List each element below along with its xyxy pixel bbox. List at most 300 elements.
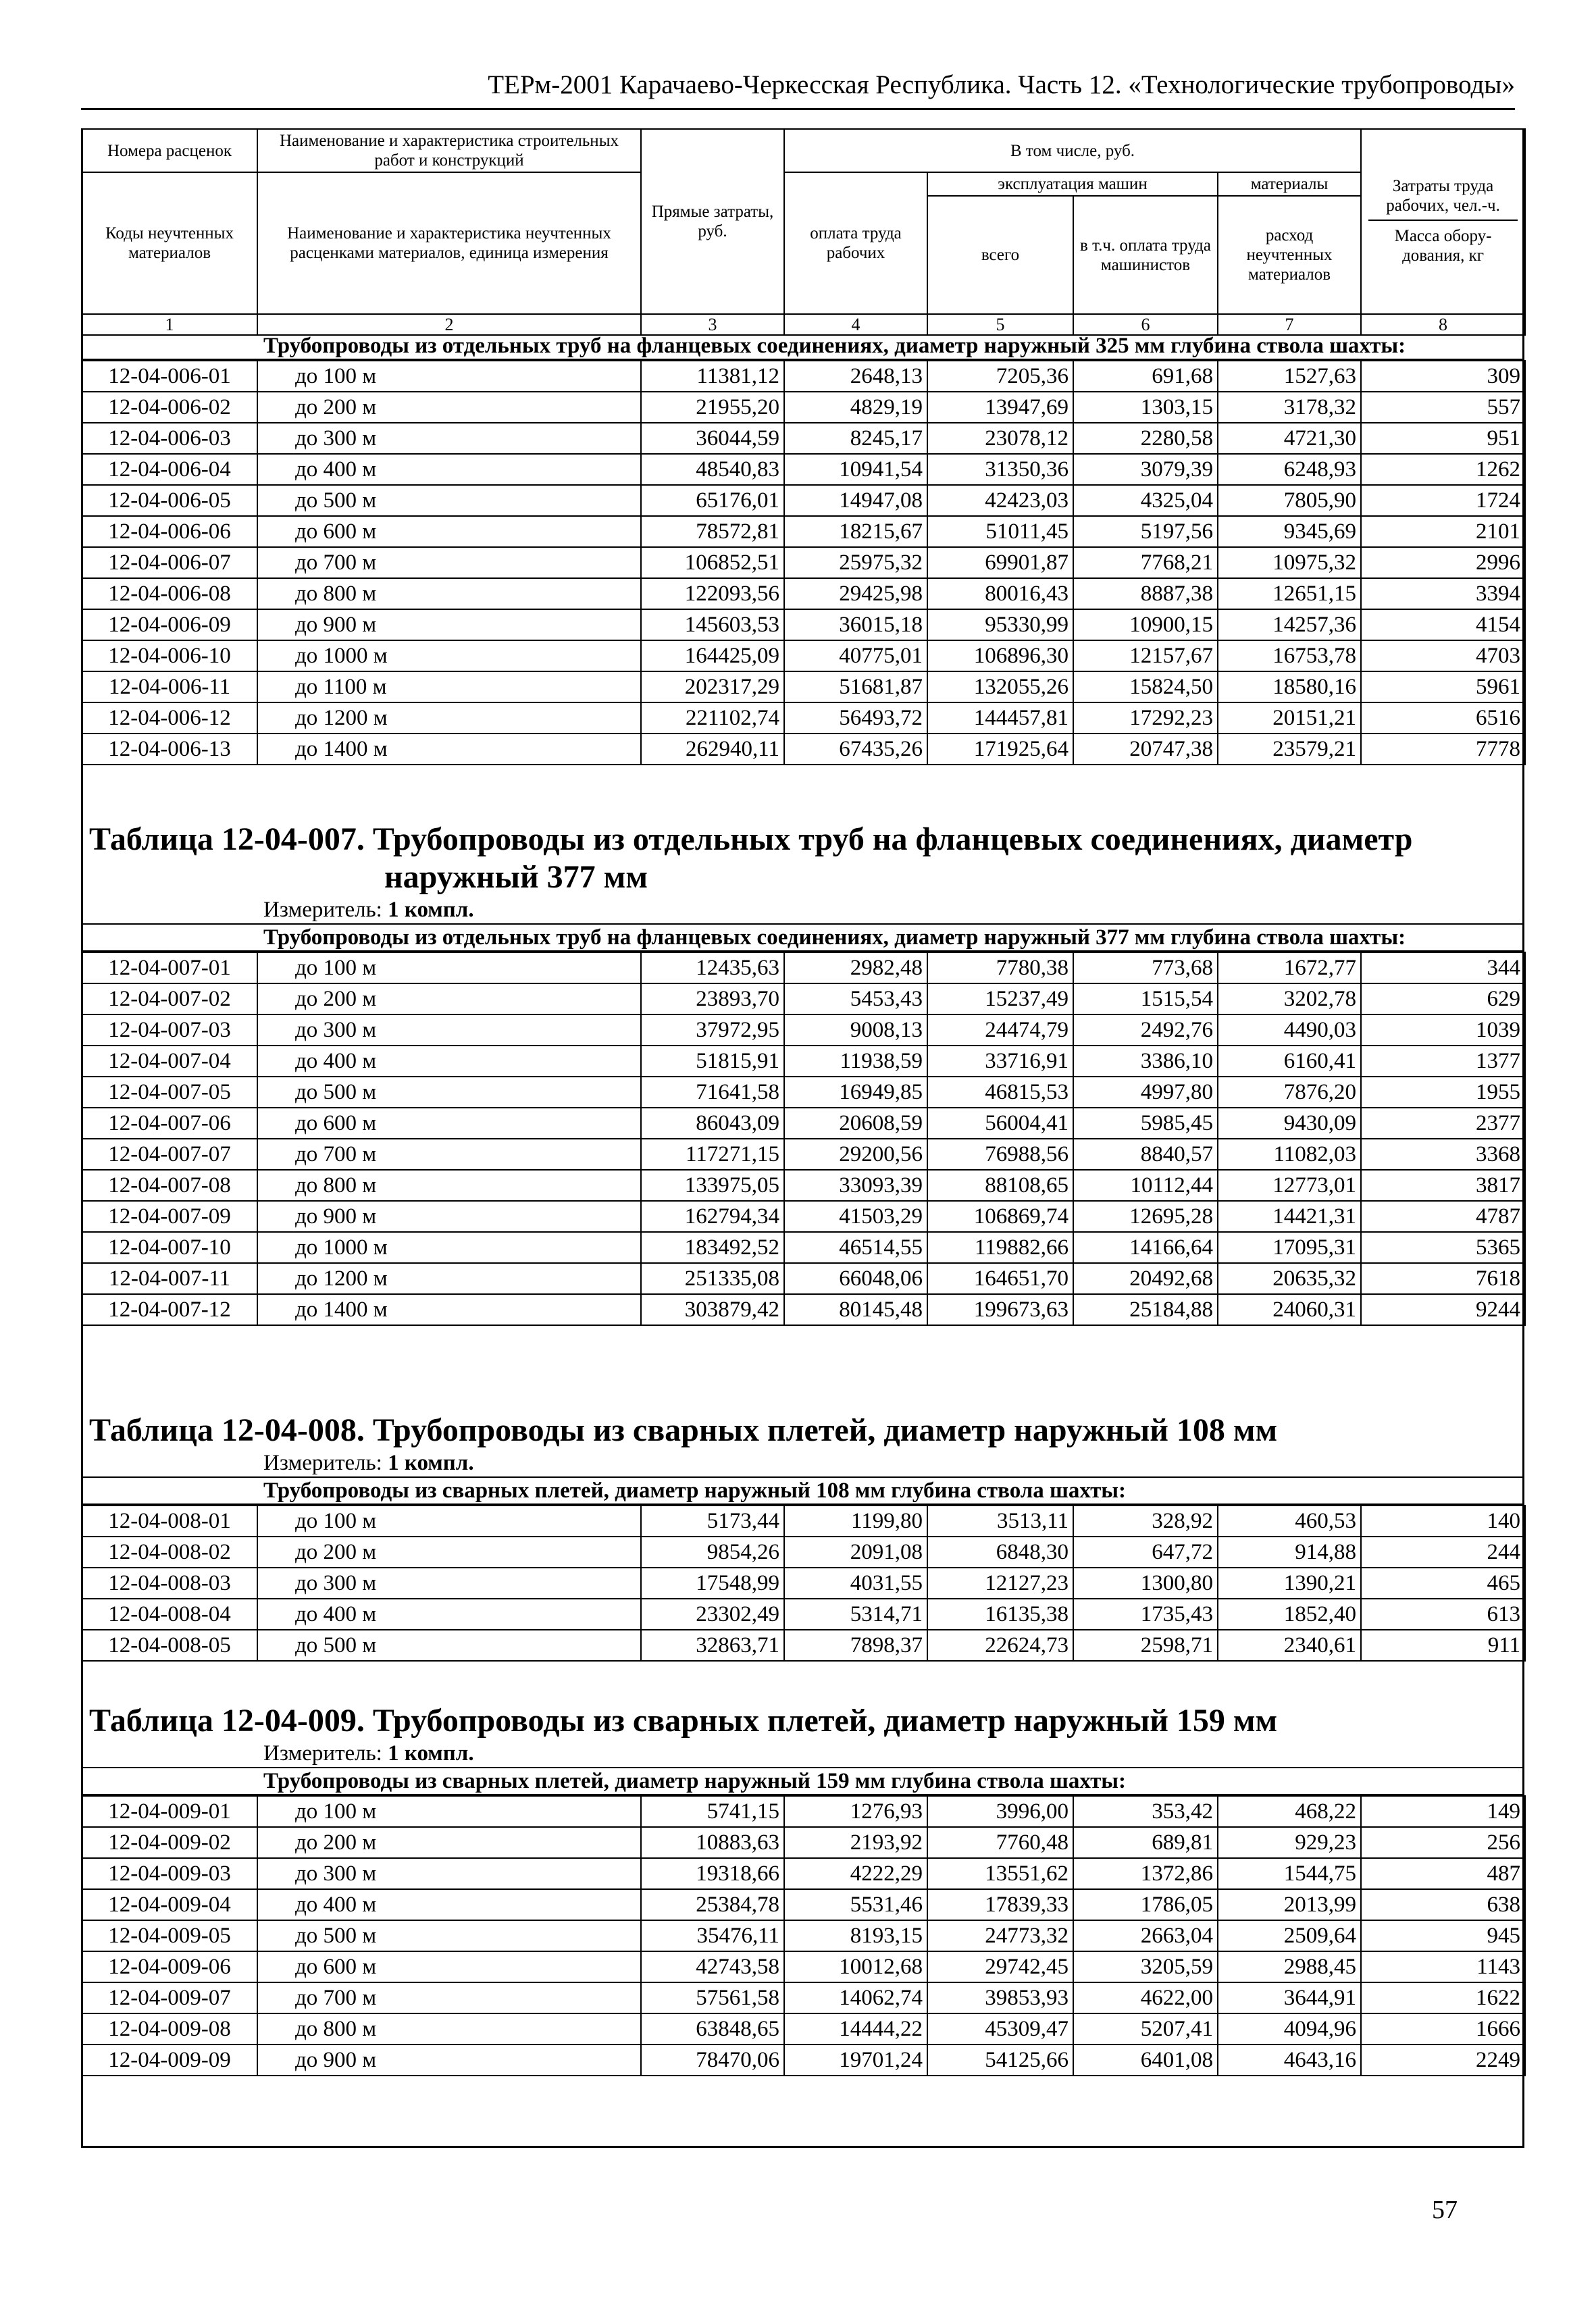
- machines-total-cell: 164651,70: [927, 1263, 1073, 1294]
- labor-hours-cell: 1622: [1361, 1982, 1525, 2013]
- labor-hours-cell: 4703: [1361, 640, 1525, 671]
- section-caption: Трубопроводы из сварных плетей, диаметр наружный 159 мм глубина ствола шахты:: [81, 1767, 1524, 1795]
- wages-cell: 2982,48: [784, 952, 927, 983]
- table-row: [82, 1108, 1525, 1139]
- materials-use-cell: 14257,36: [1218, 609, 1361, 640]
- rate-name-cell: до 500 м: [257, 1920, 641, 1951]
- operator-wages-cell: 1515,54: [1073, 983, 1218, 1014]
- labor-hours-cell: 5365: [1361, 1232, 1525, 1263]
- operator-wages-cell: 773,68: [1073, 952, 1218, 983]
- wages-cell: 80145,48: [784, 1294, 927, 1325]
- table-row: [82, 361, 1525, 392]
- wages-cell: 41503,29: [784, 1201, 927, 1232]
- measure-label: Измеритель:: [263, 898, 382, 922]
- materials-use-cell: 1390,21: [1218, 1568, 1361, 1599]
- direct-costs-cell: 303879,42: [641, 1294, 784, 1325]
- wages-cell: 29425,98: [784, 578, 927, 609]
- section-caption: Трубопроводы из сварных плетей, диаметр наружный 108 мм глубина ствола шахты:: [81, 1476, 1524, 1505]
- column-header-operator-wages: в т.ч. оплата труда машинистов: [1073, 196, 1218, 314]
- direct-costs-cell: 11381,12: [641, 361, 784, 392]
- labor-hours-cell: 244: [1361, 1537, 1525, 1568]
- operator-wages-cell: 5197,56: [1073, 516, 1218, 547]
- direct-costs-cell: 78572,81: [641, 516, 784, 547]
- direct-costs-cell: 78470,06: [641, 2045, 784, 2076]
- table-row: [82, 1858, 1525, 1889]
- materials-use-cell: 2340,61: [1218, 1630, 1361, 1661]
- direct-costs-cell: 9854,26: [641, 1537, 784, 1568]
- rate-name-cell: до 1400 м: [257, 734, 641, 765]
- wages-cell: 9008,13: [784, 1014, 927, 1046]
- measure-value: 1 компл.: [388, 1741, 474, 1766]
- materials-use-cell: 9430,09: [1218, 1108, 1361, 1139]
- rate-code-cell: 12-04-009-01: [82, 1796, 257, 1827]
- labor-hours-cell: 2249: [1361, 2045, 1525, 2076]
- table-row: [82, 671, 1525, 702]
- rate-code-cell: 12-04-006-10: [82, 640, 257, 671]
- operator-wages-cell: 12695,28: [1073, 1201, 1218, 1232]
- table-row: [82, 1139, 1525, 1170]
- table-title-line: наружный 377 мм: [384, 859, 648, 895]
- labor-hours-cell: 487: [1361, 1858, 1525, 1889]
- operator-wages-cell: 25184,88: [1073, 1294, 1218, 1325]
- rate-code-cell: 12-04-006-04: [82, 454, 257, 485]
- table-row: [82, 702, 1525, 734]
- labor-hours-cell: 9244: [1361, 1294, 1525, 1325]
- operator-wages-cell: 17292,23: [1073, 702, 1218, 734]
- rate-code-cell: 12-04-009-05: [82, 1920, 257, 1951]
- rate-name-cell: до 200 м: [257, 983, 641, 1014]
- direct-costs-cell: 65176,01: [641, 485, 784, 516]
- operator-wages-cell: 2280,58: [1073, 423, 1218, 454]
- table-row: [82, 609, 1525, 640]
- measure-unit: [81, 896, 1524, 923]
- machines-total-cell: 54125,66: [927, 2045, 1073, 2076]
- rate-name-cell: до 400 м: [257, 1889, 641, 1920]
- materials-use-cell: 24060,31: [1218, 1294, 1361, 1325]
- direct-costs-cell: 25384,78: [641, 1889, 784, 1920]
- operator-wages-cell: 8887,38: [1073, 578, 1218, 609]
- rate-code-cell: 12-04-009-02: [82, 1827, 257, 1858]
- operator-wages-cell: 10900,15: [1073, 609, 1218, 640]
- table-row: [82, 952, 1525, 983]
- wages-cell: 2648,13: [784, 361, 927, 392]
- labor-hours-cell: 1377: [1361, 1046, 1525, 1077]
- operator-wages-cell: 353,42: [1073, 1796, 1218, 1827]
- table-row: [82, 485, 1525, 516]
- table-title-line: Таблица 12-04-009. Трубопроводы из сварных плетей, диаметр наружный 159 мм: [89, 1703, 1278, 1739]
- machines-total-cell: 7780,38: [927, 952, 1073, 983]
- table-row: [82, 2013, 1525, 2045]
- section-caption: Трубопроводы из отдельных труб на фланцевых соединениях, диаметр наружный 325 мм глубина ствола шахты:: [81, 333, 1524, 360]
- machines-total-cell: 46815,53: [927, 1077, 1073, 1108]
- table-row: [82, 1920, 1525, 1951]
- direct-costs-cell: 164425,09: [641, 640, 784, 671]
- table-row: [82, 454, 1525, 485]
- materials-use-cell: 7876,20: [1218, 1077, 1361, 1108]
- column-header-wages: оплата труда рабочих: [784, 172, 927, 314]
- column-header-material-names: Наименование и характеристика неучтенных расценками материалов, единица измерения: [257, 172, 641, 314]
- machines-total-cell: 17839,33: [927, 1889, 1073, 1920]
- materials-use-cell: 1527,63: [1218, 361, 1361, 392]
- machines-total-cell: 144457,81: [927, 702, 1073, 734]
- wages-cell: 2091,08: [784, 1537, 927, 1568]
- materials-use-cell: 4643,16: [1218, 2045, 1361, 2076]
- rate-name-cell: до 800 м: [257, 1170, 641, 1201]
- wages-cell: 66048,06: [784, 1263, 927, 1294]
- machines-total-cell: 56004,41: [927, 1108, 1073, 1139]
- document-title: ТЕРм-2001 Карачаево-Черкесская Республика. Часть 12. «Технологические трубопроводы»: [488, 70, 1515, 99]
- materials-use-cell: 14421,31: [1218, 1201, 1361, 1232]
- rate-name-cell: до 700 м: [257, 547, 641, 578]
- rate-name-cell: до 300 м: [257, 1568, 641, 1599]
- operator-wages-cell: 1300,80: [1073, 1568, 1218, 1599]
- direct-costs-cell: 183492,52: [641, 1232, 784, 1263]
- direct-costs-cell: 19318,66: [641, 1858, 784, 1889]
- rate-name-cell: до 400 м: [257, 454, 641, 485]
- rate-code-cell: 12-04-009-08: [82, 2013, 257, 2045]
- rate-name-cell: до 200 м: [257, 1537, 641, 1568]
- rate-name-cell: до 300 м: [257, 1858, 641, 1889]
- labor-hours-cell: 309: [1361, 361, 1525, 392]
- labor-hours-cell: 951: [1361, 423, 1525, 454]
- wages-cell: 36015,18: [784, 609, 927, 640]
- rate-name-cell: до 200 м: [257, 392, 641, 423]
- labor-hours-cell: 2377: [1361, 1108, 1525, 1139]
- materials-use-cell: 3202,78: [1218, 983, 1361, 1014]
- column-header-labor: [1361, 129, 1525, 314]
- table-row: [82, 1796, 1525, 1827]
- rate-code-cell: 12-04-007-02: [82, 983, 257, 1014]
- column-number: 3: [641, 314, 784, 335]
- rate-name-cell: до 400 м: [257, 1046, 641, 1077]
- rate-name-cell: до 400 м: [257, 1599, 641, 1630]
- table-row: [82, 1201, 1525, 1232]
- operator-wages-cell: 4325,04: [1073, 485, 1218, 516]
- table-row: [82, 1568, 1525, 1599]
- rate-name-cell: до 800 м: [257, 2013, 641, 2045]
- column-header-group: В том числе, руб.: [784, 129, 1361, 172]
- direct-costs-cell: 133975,05: [641, 1170, 784, 1201]
- rate-name-cell: до 900 м: [257, 2045, 641, 2076]
- wages-cell: 8193,15: [784, 1920, 927, 1951]
- machines-total-cell: 3996,00: [927, 1796, 1073, 1827]
- wages-cell: 5453,43: [784, 983, 927, 1014]
- direct-costs-cell: 48540,83: [641, 454, 784, 485]
- rate-name-cell: до 500 м: [257, 1077, 641, 1108]
- rate-code-cell: 12-04-007-08: [82, 1170, 257, 1201]
- operator-wages-cell: 4622,00: [1073, 1982, 1218, 2013]
- section: [81, 333, 1524, 765]
- machines-total-cell: 106869,74: [927, 1201, 1073, 1232]
- operator-wages-cell: 20747,38: [1073, 734, 1218, 765]
- direct-costs-cell: 42743,58: [641, 1951, 784, 1982]
- labor-hours-cell: 613: [1361, 1599, 1525, 1630]
- rate-code-cell: 12-04-007-03: [82, 1014, 257, 1046]
- materials-use-cell: 2988,45: [1218, 1951, 1361, 1982]
- table-row: [82, 547, 1525, 578]
- machines-total-cell: 106896,30: [927, 640, 1073, 671]
- labor-hours-cell: 1666: [1361, 2013, 1525, 2045]
- table-row: [82, 1077, 1525, 1108]
- rate-name-cell: до 500 м: [257, 1630, 641, 1661]
- measure-value: 1 компл.: [388, 1451, 474, 1475]
- column-number: 4: [784, 314, 927, 335]
- direct-costs-cell: 117271,15: [641, 1139, 784, 1170]
- table-row: [82, 516, 1525, 547]
- direct-costs-cell: 262940,11: [641, 734, 784, 765]
- table-row: [82, 2045, 1525, 2076]
- rate-name-cell: до 600 м: [257, 516, 641, 547]
- operator-wages-cell: 1303,15: [1073, 392, 1218, 423]
- rate-code-cell: 12-04-008-04: [82, 1599, 257, 1630]
- operator-wages-cell: 3205,59: [1073, 1951, 1218, 1982]
- direct-costs-cell: 37972,95: [641, 1014, 784, 1046]
- column-number: 8: [1361, 314, 1525, 335]
- table-row: [82, 640, 1525, 671]
- table-row: [82, 1046, 1525, 1077]
- table-row: [82, 1263, 1525, 1294]
- rate-code-cell: 12-04-006-09: [82, 609, 257, 640]
- operator-wages-cell: 14166,64: [1073, 1232, 1218, 1263]
- column-header-total: всего: [927, 196, 1073, 314]
- machines-total-cell: 7760,48: [927, 1827, 1073, 1858]
- wages-cell: 18215,67: [784, 516, 927, 547]
- labor-hours-cell: 911: [1361, 1630, 1525, 1661]
- wages-cell: 4829,19: [784, 392, 927, 423]
- wages-cell: 67435,26: [784, 734, 927, 765]
- labor-hours-cell: 2996: [1361, 547, 1525, 578]
- wages-cell: 8245,17: [784, 423, 927, 454]
- direct-costs-cell: 71641,58: [641, 1077, 784, 1108]
- machines-total-cell: 45309,47: [927, 2013, 1073, 2045]
- wages-cell: 10012,68: [784, 1951, 927, 1982]
- rate-name-cell: до 1200 м: [257, 702, 641, 734]
- rates-table: [81, 360, 1526, 765]
- operator-wages-cell: 647,72: [1073, 1537, 1218, 1568]
- wages-cell: 4222,29: [784, 1858, 927, 1889]
- rate-code-cell: 12-04-007-09: [82, 1201, 257, 1232]
- operator-wages-cell: 15824,50: [1073, 671, 1218, 702]
- labor-hours-cell: 3394: [1361, 578, 1525, 609]
- direct-costs-cell: 35476,11: [641, 1920, 784, 1951]
- wages-cell: 16949,85: [784, 1077, 927, 1108]
- wages-cell: 1199,80: [784, 1506, 927, 1537]
- labor-hours-cell: 1262: [1361, 454, 1525, 485]
- materials-use-cell: 2013,99: [1218, 1889, 1361, 1920]
- wages-cell: 5314,71: [784, 1599, 927, 1630]
- operator-wages-cell: 8840,57: [1073, 1139, 1218, 1170]
- rates-table: [81, 1795, 1526, 2076]
- table-row: [82, 1014, 1525, 1046]
- section: [81, 1412, 1524, 1662]
- table-title-line: Таблица 12-04-007. Трубопроводы из отдельных труб на фланцевых соединениях, диаметр: [89, 821, 1413, 857]
- rate-name-cell: до 500 м: [257, 485, 641, 516]
- wages-cell: 4031,55: [784, 1568, 927, 1599]
- machines-total-cell: 51011,45: [927, 516, 1073, 547]
- table-row: [82, 1599, 1525, 1630]
- machines-total-cell: 16135,38: [927, 1599, 1073, 1630]
- labor-hours-cell: 2101: [1361, 516, 1525, 547]
- table-row: [82, 1537, 1525, 1568]
- rate-code-cell: 12-04-009-04: [82, 1889, 257, 1920]
- rate-name-cell: до 600 м: [257, 1951, 641, 1982]
- rate-code-cell: 12-04-008-02: [82, 1537, 257, 1568]
- rate-code-cell: 12-04-007-11: [82, 1263, 257, 1294]
- rate-name-cell: до 900 м: [257, 1201, 641, 1232]
- labor-hours-cell: 5961: [1361, 671, 1525, 702]
- materials-use-cell: 1544,75: [1218, 1858, 1361, 1889]
- machines-total-cell: 80016,43: [927, 578, 1073, 609]
- table-row: [82, 578, 1525, 609]
- labor-hours-cell: 7778: [1361, 734, 1525, 765]
- direct-costs-cell: 32863,71: [641, 1630, 784, 1661]
- column-header-material-codes: Коды неучтенных материалов: [82, 172, 257, 314]
- labor-hours-cell: 1143: [1361, 1951, 1525, 1982]
- labor-hours-cell: 465: [1361, 1568, 1525, 1599]
- rate-name-cell: до 700 м: [257, 1139, 641, 1170]
- materials-use-cell: 1672,77: [1218, 952, 1361, 983]
- wages-cell: 40775,01: [784, 640, 927, 671]
- column-header-materials: материалы: [1218, 172, 1361, 196]
- direct-costs-cell: 36044,59: [641, 423, 784, 454]
- labor-hours-cell: 3817: [1361, 1170, 1525, 1201]
- materials-use-cell: 7805,90: [1218, 485, 1361, 516]
- materials-use-cell: 18580,16: [1218, 671, 1361, 702]
- machines-total-cell: 88108,65: [927, 1170, 1073, 1201]
- rate-code-cell: 12-04-009-06: [82, 1951, 257, 1982]
- table-row: [82, 392, 1525, 423]
- machines-total-cell: 39853,93: [927, 1982, 1073, 2013]
- machines-total-cell: 42423,03: [927, 485, 1073, 516]
- labor-costs-label: Затраты труда рабочих, чел.-ч.: [1368, 172, 1518, 221]
- direct-costs-cell: 51815,91: [641, 1046, 784, 1077]
- labor-hours-cell: 6516: [1361, 702, 1525, 734]
- column-header-name: Наименование и характеристика строительных работ и конструкций: [257, 129, 641, 172]
- operator-wages-cell: 3386,10: [1073, 1046, 1218, 1077]
- table-row: [82, 1889, 1525, 1920]
- table-row: [82, 1630, 1525, 1661]
- machines-total-cell: 132055,26: [927, 671, 1073, 702]
- operator-wages-cell: 2492,76: [1073, 1014, 1218, 1046]
- materials-use-cell: 11082,03: [1218, 1139, 1361, 1170]
- materials-use-cell: 17095,31: [1218, 1232, 1361, 1263]
- table-row: [82, 983, 1525, 1014]
- wages-cell: 7898,37: [784, 1630, 927, 1661]
- operator-wages-cell: 5985,45: [1073, 1108, 1218, 1139]
- labor-hours-cell: 629: [1361, 983, 1525, 1014]
- rate-code-cell: 12-04-006-08: [82, 578, 257, 609]
- table-row: [82, 1506, 1525, 1537]
- direct-costs-cell: 5741,15: [641, 1796, 784, 1827]
- materials-use-cell: 3178,32: [1218, 392, 1361, 423]
- machines-total-cell: 24773,32: [927, 1920, 1073, 1951]
- rate-code-cell: 12-04-006-07: [82, 547, 257, 578]
- section-caption: Трубопроводы из отдельных труб на фланцевых соединениях, диаметр наружный 377 мм глубина ствола шахты:: [81, 923, 1524, 952]
- machines-total-cell: 33716,91: [927, 1046, 1073, 1077]
- wages-cell: 46514,55: [784, 1232, 927, 1263]
- operator-wages-cell: 2598,71: [1073, 1630, 1218, 1661]
- column-number: 7: [1218, 314, 1361, 335]
- wages-cell: 2193,92: [784, 1827, 927, 1858]
- operator-wages-cell: 7768,21: [1073, 547, 1218, 578]
- column-header-code: Номера расценок: [82, 129, 257, 172]
- rate-name-cell: до 200 м: [257, 1827, 641, 1858]
- materials-use-cell: 10975,32: [1218, 547, 1361, 578]
- operator-wages-cell: 328,92: [1073, 1506, 1218, 1537]
- materials-use-cell: 20635,32: [1218, 1263, 1361, 1294]
- labor-hours-cell: 4154: [1361, 609, 1525, 640]
- operator-wages-cell: 6401,08: [1073, 2045, 1218, 2076]
- materials-use-cell: 23579,21: [1218, 734, 1361, 765]
- wages-cell: 19701,24: [784, 2045, 927, 2076]
- machines-total-cell: 6848,30: [927, 1537, 1073, 1568]
- measure-unit: [81, 1449, 1524, 1476]
- direct-costs-cell: 162794,34: [641, 1201, 784, 1232]
- column-header-material-use: расход неучтенных материалов: [1218, 196, 1361, 314]
- operator-wages-cell: 2663,04: [1073, 1920, 1218, 1951]
- wages-cell: 5531,46: [784, 1889, 927, 1920]
- rate-code-cell: 12-04-007-12: [82, 1294, 257, 1325]
- column-header-machines: эксплуатация машин: [927, 172, 1218, 196]
- materials-use-cell: 12651,15: [1218, 578, 1361, 609]
- table-row: [82, 1827, 1525, 1858]
- rate-name-cell: до 700 м: [257, 1982, 641, 2013]
- wages-cell: 20608,59: [784, 1108, 927, 1139]
- section: [81, 1702, 1524, 2076]
- wages-cell: 11938,59: [784, 1046, 927, 1077]
- machines-total-cell: 69901,87: [927, 547, 1073, 578]
- table-row: [82, 423, 1525, 454]
- rate-code-cell: 12-04-006-01: [82, 361, 257, 392]
- equipment-mass-label: Масса обору- дования, кг: [1394, 227, 1492, 265]
- machines-total-cell: 119882,66: [927, 1232, 1073, 1263]
- operator-wages-cell: 1372,86: [1073, 1858, 1218, 1889]
- direct-costs-cell: 63848,65: [641, 2013, 784, 2045]
- rate-code-cell: 12-04-009-03: [82, 1858, 257, 1889]
- operator-wages-cell: 1735,43: [1073, 1599, 1218, 1630]
- table-row: [82, 1294, 1525, 1325]
- rate-code-cell: 12-04-006-06: [82, 516, 257, 547]
- materials-use-cell: 4094,96: [1218, 2013, 1361, 2045]
- rate-code-cell: 12-04-007-05: [82, 1077, 257, 1108]
- table-row: [82, 1982, 1525, 2013]
- labor-hours-cell: 7618: [1361, 1263, 1525, 1294]
- rate-code-cell: 12-04-008-05: [82, 1630, 257, 1661]
- materials-use-cell: 468,22: [1218, 1796, 1361, 1827]
- rate-code-cell: 12-04-008-03: [82, 1568, 257, 1599]
- section: [81, 821, 1524, 1326]
- machines-total-cell: 7205,36: [927, 361, 1073, 392]
- operator-wages-cell: 10112,44: [1073, 1170, 1218, 1201]
- column-header-direct-costs: Прямые затраты, руб.: [641, 129, 784, 314]
- table-title-line: Таблица 12-04-008. Трубопроводы из сварных плетей, диаметр наружный 108 мм: [89, 1412, 1278, 1448]
- table-row: [82, 1951, 1525, 1982]
- machines-total-cell: 3513,11: [927, 1506, 1073, 1537]
- rate-code-cell: 12-04-007-01: [82, 952, 257, 983]
- labor-hours-cell: 945: [1361, 1920, 1525, 1951]
- machines-total-cell: 12127,23: [927, 1568, 1073, 1599]
- materials-use-cell: 914,88: [1218, 1537, 1361, 1568]
- operator-wages-cell: 5207,41: [1073, 2013, 1218, 2045]
- page-number: 57: [1432, 2196, 1458, 2224]
- materials-use-cell: 6160,41: [1218, 1046, 1361, 1077]
- operator-wages-cell: 20492,68: [1073, 1263, 1218, 1294]
- rate-name-cell: до 900 м: [257, 609, 641, 640]
- rate-code-cell: 12-04-009-07: [82, 1982, 257, 2013]
- rate-code-cell: 12-04-006-02: [82, 392, 257, 423]
- rates-table: [81, 952, 1526, 1326]
- rate-code-cell: 12-04-006-03: [82, 423, 257, 454]
